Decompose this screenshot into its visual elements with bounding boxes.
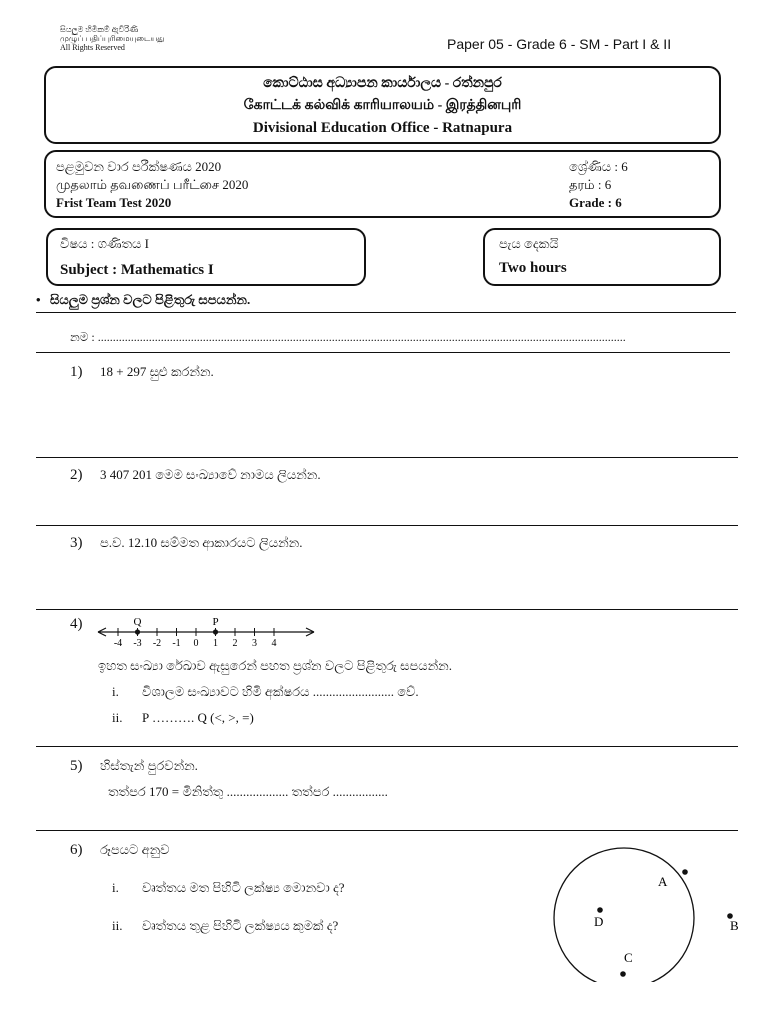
question-6-part-ii (112, 918, 338, 934)
name-field[interactable] (70, 330, 720, 345)
subject-sinhala: විෂය : ගණිතය I (60, 236, 149, 251)
office-english: Divisional Education Office - Ratnapura (252, 120, 513, 136)
grade-sinhala: ශ්‍රේණිය : 6 (569, 159, 628, 174)
grade-tamil: தரம் : 6 (569, 177, 612, 192)
question-number: 5) (70, 758, 83, 774)
part-text: වෘත්තය මත පිහිටි ලක්ෂ්‍ය මොනවා ද? (142, 880, 345, 895)
part-number: i. (112, 684, 119, 699)
tick-label: 2 (232, 638, 238, 649)
question-text: 3 407 201 මෙම සංඛ්‍යාවේ නාමය ලියන්න. (100, 467, 321, 482)
question-number: 4) (70, 616, 83, 632)
question-6 (70, 842, 170, 859)
question-text: 18 + 297 සුළු කරන්න. (100, 364, 214, 379)
question-1 (70, 364, 214, 381)
subject-box (46, 228, 366, 286)
divider (36, 830, 738, 831)
office-sinhala: කොට්ඨාස අධ්‍යාපන කාර්යාලය - රත්නපුර (263, 76, 502, 91)
rights-tamil: முழுப் பதிப்புரிமையுடையது (60, 34, 165, 43)
rights-english: All Rights Reserved (60, 43, 125, 52)
test-english: Frist Team Test 2020 (56, 195, 172, 210)
point-c (620, 971, 626, 977)
divider (36, 609, 738, 610)
point-a (682, 869, 688, 875)
divider (36, 352, 730, 353)
question-number: 1) (70, 364, 83, 380)
tick-label: 1 (213, 638, 218, 649)
divider (36, 312, 736, 313)
question-number: 6) (70, 842, 83, 858)
tick-label: 0 (193, 638, 199, 649)
bullet-icon: • (36, 292, 41, 307)
duration-sinhala: පැය දෙකයි (499, 236, 559, 251)
divider (36, 746, 738, 747)
point-marker (135, 629, 140, 634)
paper-title: Paper 05 - Grade 6 - SM - Part I & II (447, 36, 672, 52)
rights-notice (60, 25, 164, 52)
number-line-axis (98, 628, 314, 636)
duration-box (483, 228, 721, 286)
tick-label: 3 (252, 638, 257, 649)
question-4-part-ii (112, 710, 254, 726)
part-text: P ………. Q (<, >, =) (142, 710, 254, 725)
question-text: රූපයට අනුව (100, 842, 170, 857)
question-number: 2) (70, 467, 83, 483)
tick-label: 4 (271, 638, 277, 649)
instruction (36, 292, 250, 308)
point-label: P (212, 616, 219, 628)
point-marker (213, 629, 218, 634)
test-info-box (44, 150, 721, 218)
name-dots: ................................................................................................................................................................................ (97, 330, 626, 344)
question-4-part-i (112, 684, 419, 700)
question-text: ප.ව. 12.10 සම්මත ආකාරයට ලියන්න. (100, 535, 303, 550)
part-number: ii. (112, 710, 123, 725)
duration-english: Two hours (499, 260, 567, 276)
question-5 (70, 758, 198, 775)
tick-label: -2 (152, 638, 162, 649)
point-d (597, 907, 603, 913)
divider (36, 525, 738, 526)
part-number: i. (112, 880, 119, 895)
question-3 (70, 535, 303, 552)
part-text: විශාලම සංඛ්‍යාවට හිමි අක්ෂරය ......................... වේ. (142, 684, 419, 699)
label-b: B (730, 918, 739, 933)
label-c: C (624, 950, 633, 965)
test-tamil: முதலாம் தவணைப் பரீட்சை 2020 (56, 177, 249, 192)
label-a: A (658, 874, 668, 889)
tick-label: -4 (113, 638, 123, 649)
number-line (92, 615, 322, 651)
question-text: හිස්තැන් පුරවන්න. (100, 758, 198, 773)
name-label: නම : (70, 330, 95, 344)
subject-english: Subject : Mathematics I (60, 262, 214, 278)
instruction-text: සියලුම ප්‍රශ්න වලට පිළිතුරු සපයන්න. (50, 292, 251, 307)
question-4-text: ඉහත සංඛ්‍යා රේඛාව ඇසුරෙන් පහත ප්‍රශ්න වලට පිළිතුරු සපයන්න. (98, 658, 452, 673)
grade-english: Grade : 6 (569, 195, 622, 210)
test-sinhala: පළමුවන වාර පරීක්ෂණය 2020 (56, 159, 222, 174)
question-2 (70, 467, 321, 484)
part-text: වෘත්තය තුළ පිහිටි ලක්ෂ්‍යය කුමක් ද? (142, 918, 339, 933)
question-5-line: තත්පර 170 = මිනිත්තු ................... තත්පර ................. (108, 784, 388, 799)
point-label: Q (133, 616, 142, 628)
tick-label: -3 (133, 638, 142, 649)
divider (36, 457, 738, 458)
label-d: D (594, 914, 604, 929)
rights-sinhala: සියලුම හිමිකම් ඇවිරිණි (60, 25, 139, 34)
question-6-part-i (112, 880, 345, 896)
circle-figure (548, 842, 748, 982)
part-number: ii. (112, 918, 123, 933)
office-tamil: கோட்டக் கல்விக் காரியாலயம் - இரத்தினபுரி (243, 98, 522, 113)
tick-label: -1 (172, 638, 181, 649)
question-number: 3) (70, 535, 83, 551)
office-header-box (44, 66, 721, 144)
